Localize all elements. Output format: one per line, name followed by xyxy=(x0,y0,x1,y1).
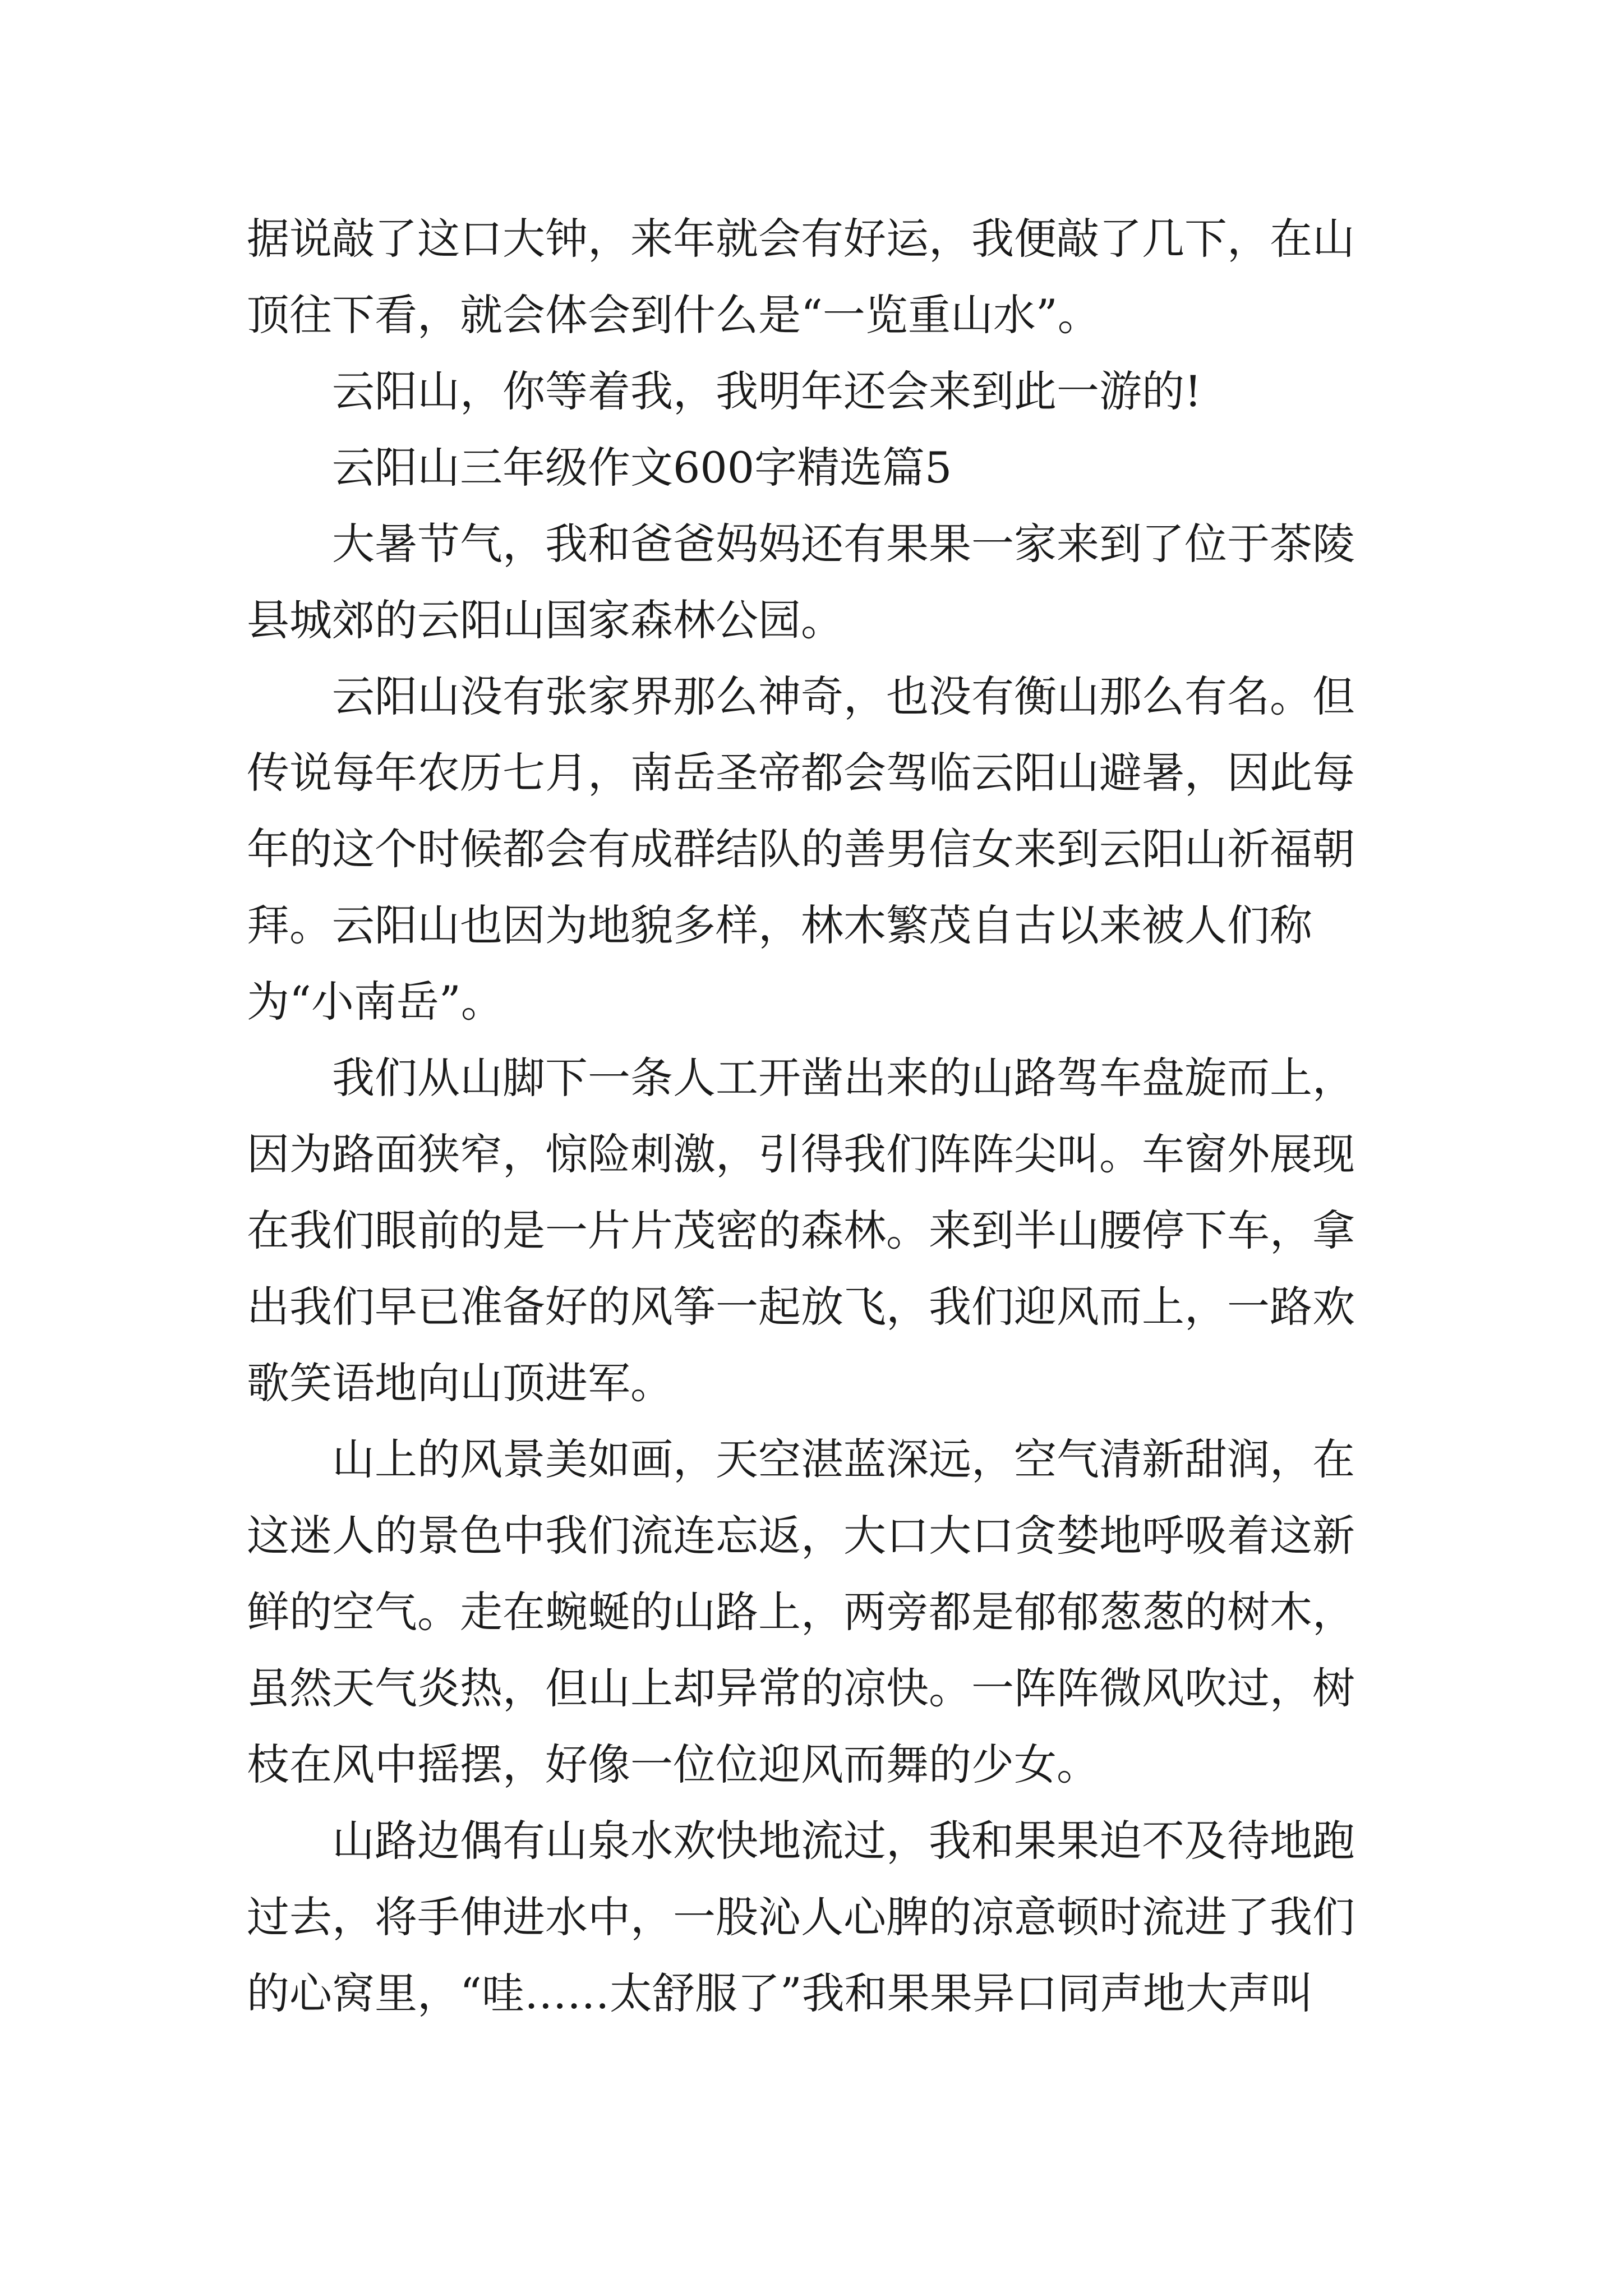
paragraph: 大暑节气，我和爸爸妈妈还有果果一家来到了位于茶陵县城郊的云阳山国家森林公园。 xyxy=(247,519,1355,645)
paragraph: 山上的风景美如画，天空湛蓝深远，空气清新甜润，在这迷人的景色中我们流连忘返，大口大口贪婪地呼吸着这新鲜的空气。走在蜿蜒的山路上，两旁都是郁郁葱葱的树木，虽然天气炎热，但山上却异常的凉快。一阵阵微风吹过，树枝在风中摇摆，好像一位位迎风而舞的少女。 xyxy=(247,1434,1355,1789)
section-heading: 云阳山三年级作文600字精选篇5 xyxy=(332,443,952,493)
paragraph: 云阳山，你等着我，我明年还会来到此一游的! xyxy=(332,366,1202,416)
paragraph: 我们从山脚下一条人工开凿出来的山路驾车盘旋而上，因为路面狭窄，惊险刺激，引得我们阵阵尖叫。车窗外展现在我们眼前的是一片片茂密的森林。来到半山腰停下车，拿出我们早已准备好的风筝一起放飞，我们迎风而上，一路欢歌笑语地向山顶进军。 xyxy=(247,1053,1355,1408)
paragraph: 山路边偶有山泉水欢快地流过，我和果果迫不及待地跑过去，将手伸进水中，一股沁人心脾的凉意顿时流进了我们的心窝里，“哇……太舒服了”我和果果异口同声地大声叫 xyxy=(247,1816,1355,2018)
paragraph: 云阳山没有张家界那么神奇，也没有衡山那么有名。但传说每年农历七月，南岳圣帝都会驾临云阳山避暑，因此每年的这个时候都会有成群结队的善男信女来到云阳山祈福朝拜。云阳山也因为地貌多样，林木繁茂自古以来被人们称为“小南岳”。 xyxy=(247,671,1355,1027)
paragraph: 据说敲了这口大钟，来年就会有好运，我便敲了几下，在山顶往下看，就会体会到什么是“一览重山水”。 xyxy=(247,214,1355,340)
article-body xyxy=(247,201,1391,2032)
